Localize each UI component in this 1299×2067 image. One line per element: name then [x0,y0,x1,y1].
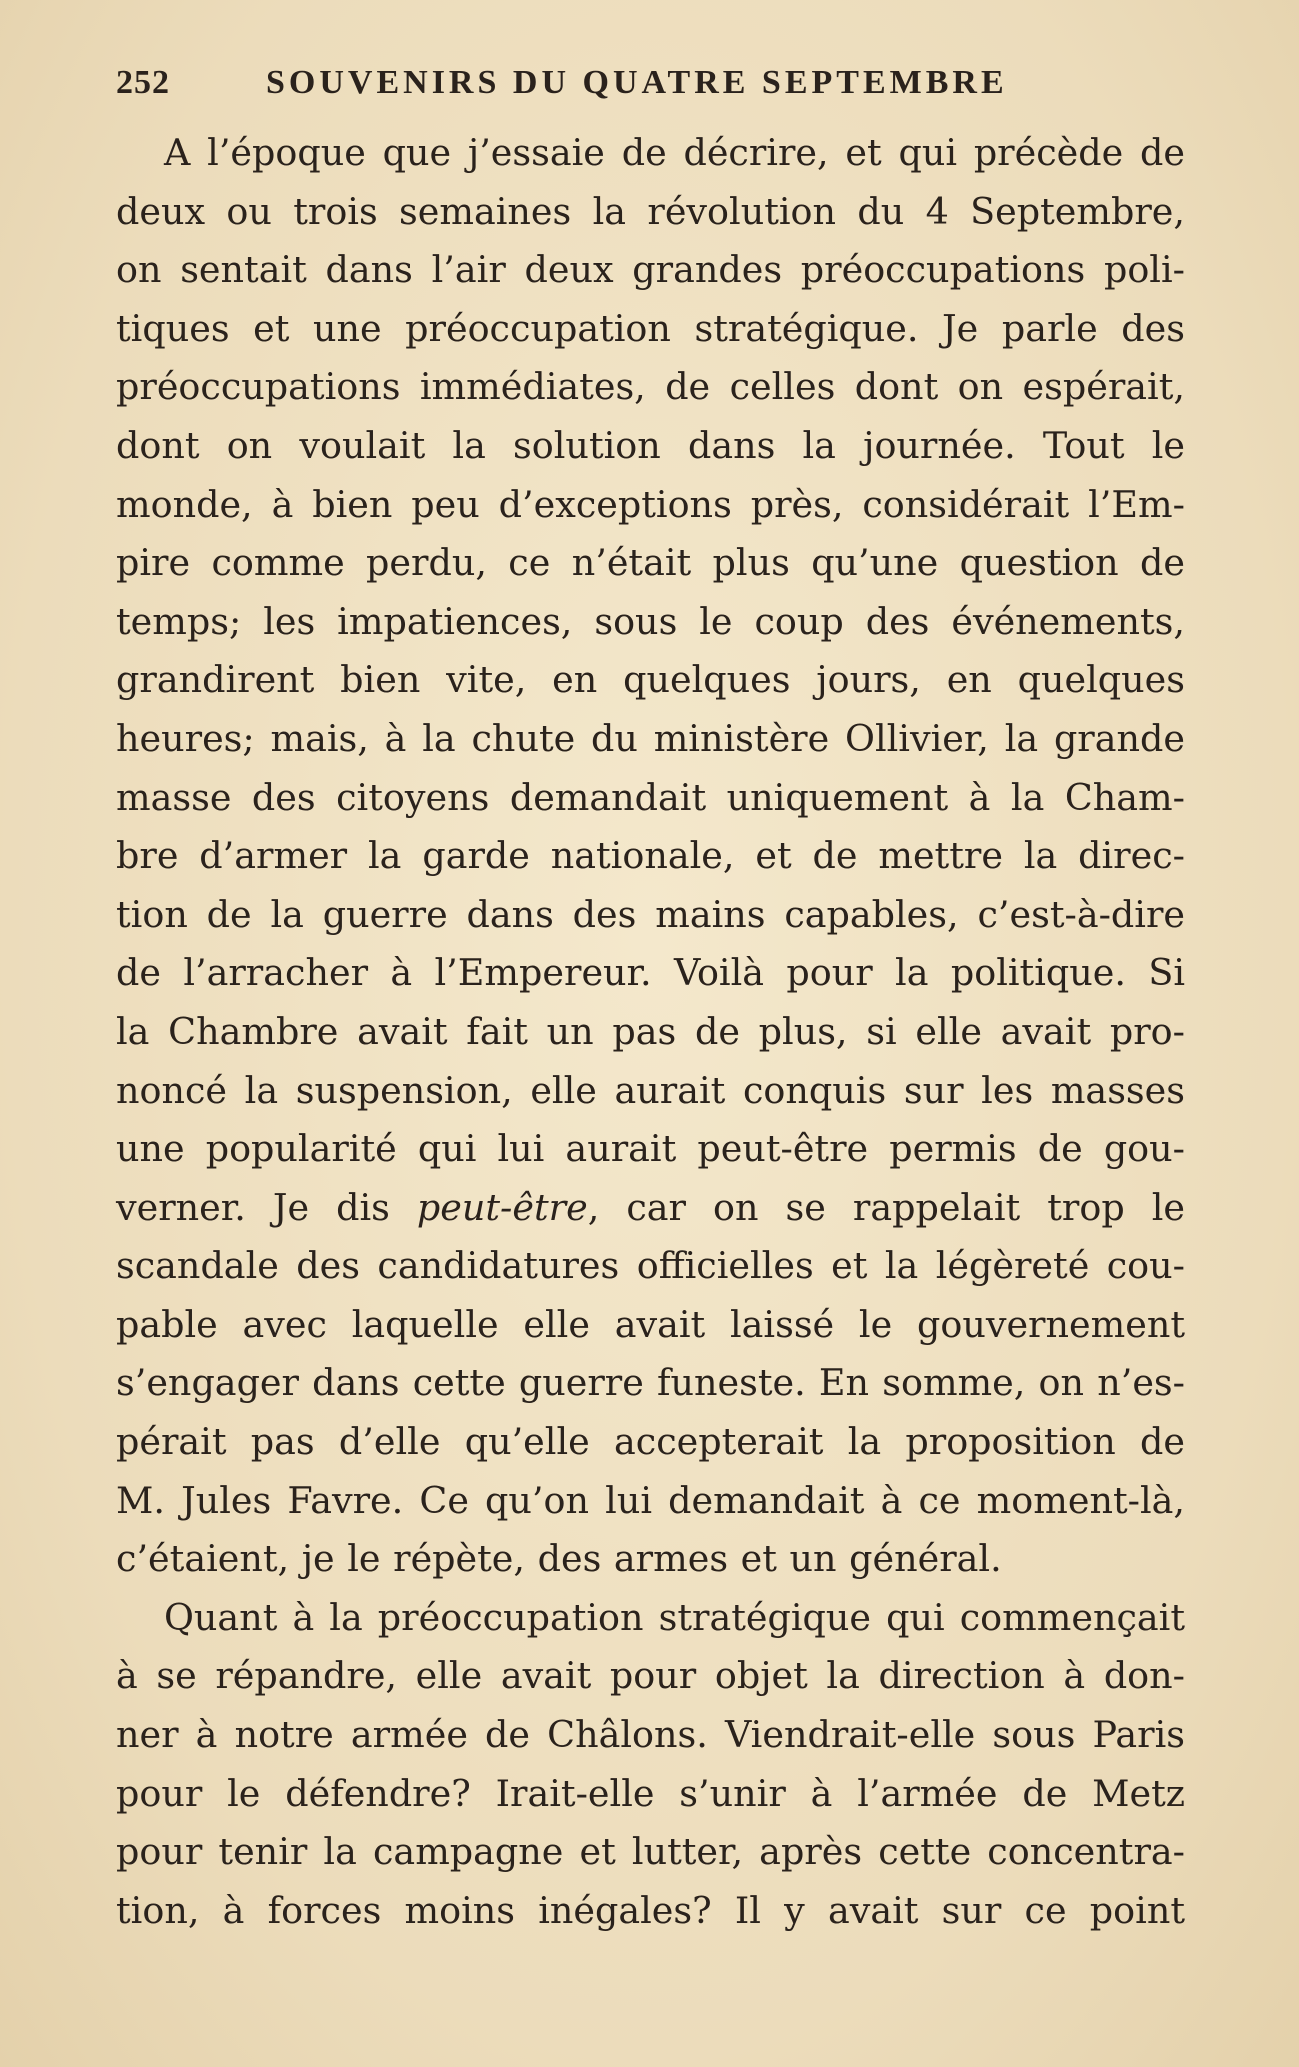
text-line: pour le défendre? Irait-elle s’unir à l’armée de Metz [116,1771,1185,1815]
text-line: à se répandre, elle avait pour objet la direction à don- [116,1654,1185,1698]
body-text [116,124,1185,1940]
text-line: préoccupations immédiates, de celles dont on espérait, [116,365,1185,409]
text-line: ner à notre armée de Châlons. Viendrait-elle sous Paris [116,1713,1185,1757]
page-number: 252 [116,64,170,101]
text-line: une popularité qui lui aurait peut-être permis de gou- [116,1127,1185,1171]
paragraph-1 [116,124,1185,1589]
text-line: A l’époque que j’essaie de décrire, et qui précède de [164,131,1185,174]
italic-text: peut-être [416,1185,588,1229]
text-line: Quant à la préoccupation stratégique qui commençait [164,1595,1185,1639]
text-line: tiques et une préoccupation stratégique. Je parle des [116,306,1185,350]
running-title: SOUVENIRS DU QUATRE SEPTEMBRE [266,64,1008,101]
text-line: deux ou trois semaines la révolution du 4 Septembre, [116,189,1185,233]
running-header [116,64,1185,118]
text-line: temps; les impatiences, sous le coup des événements, [116,599,1185,643]
text-line: monde, à bien peu d’exceptions près, considérait l’Em- [116,482,1185,526]
text-line: bre d’armer la garde nationale, et de mettre la direc- [116,834,1185,878]
text-line: c’étaient, je le répète, des armes et un général. [116,1537,1002,1581]
text-line: pable avec laquelle elle avait laissé le gouvernement [116,1302,1185,1346]
text-segment: , car on se rappelait trop le [587,1185,1185,1229]
text-line [116,1179,1185,1238]
text-line: dont on voulait la solution dans la journée. Tout le [116,423,1185,467]
text-line: M. Jules Favre. Ce qu’on lui demandait à ce moment-là, [116,1478,1185,1522]
text-line: masse des citoyens demandait uniquement à la Cham- [116,775,1185,819]
text-line: on sentait dans l’air deux grandes préoccupations poli- [116,248,1185,292]
text-line: grandirent bien vite, en quelques jours, en quelques [116,658,1185,702]
text-line: tion de la guerre dans des mains capables, c’est-à-dire [116,892,1185,936]
text-segment: verner. Je dis [116,1185,417,1229]
text-line: de l’arracher à l’Empereur. Voilà pour la politique. Si [116,951,1185,995]
text-line: pérait pas d’elle qu’elle accepterait la proposition de [116,1420,1185,1464]
text-line: heures; mais, à la chute du ministère Ollivier, la grande [116,716,1185,760]
text-line: pire comme perdu, ce n’était plus qu’une question de [116,541,1185,585]
text-line: la Chambre avait fait un pas de plus, si elle avait pro- [116,1009,1185,1053]
text-line: tion, à forces moins inégales? Il y avait sur ce point [116,1888,1185,1932]
text-line: noncé la suspension, elle aurait conquis sur les masses [116,1068,1185,1112]
text-line: scandale des candidatures officielles et la légèreté cou- [116,1244,1185,1288]
text-line: s’engager dans cette guerre funeste. En somme, on n’es- [116,1361,1185,1405]
text-line: pour tenir la campagne et lutter, après cette concentra- [116,1830,1185,1874]
paragraph-2 [116,1589,1185,1941]
